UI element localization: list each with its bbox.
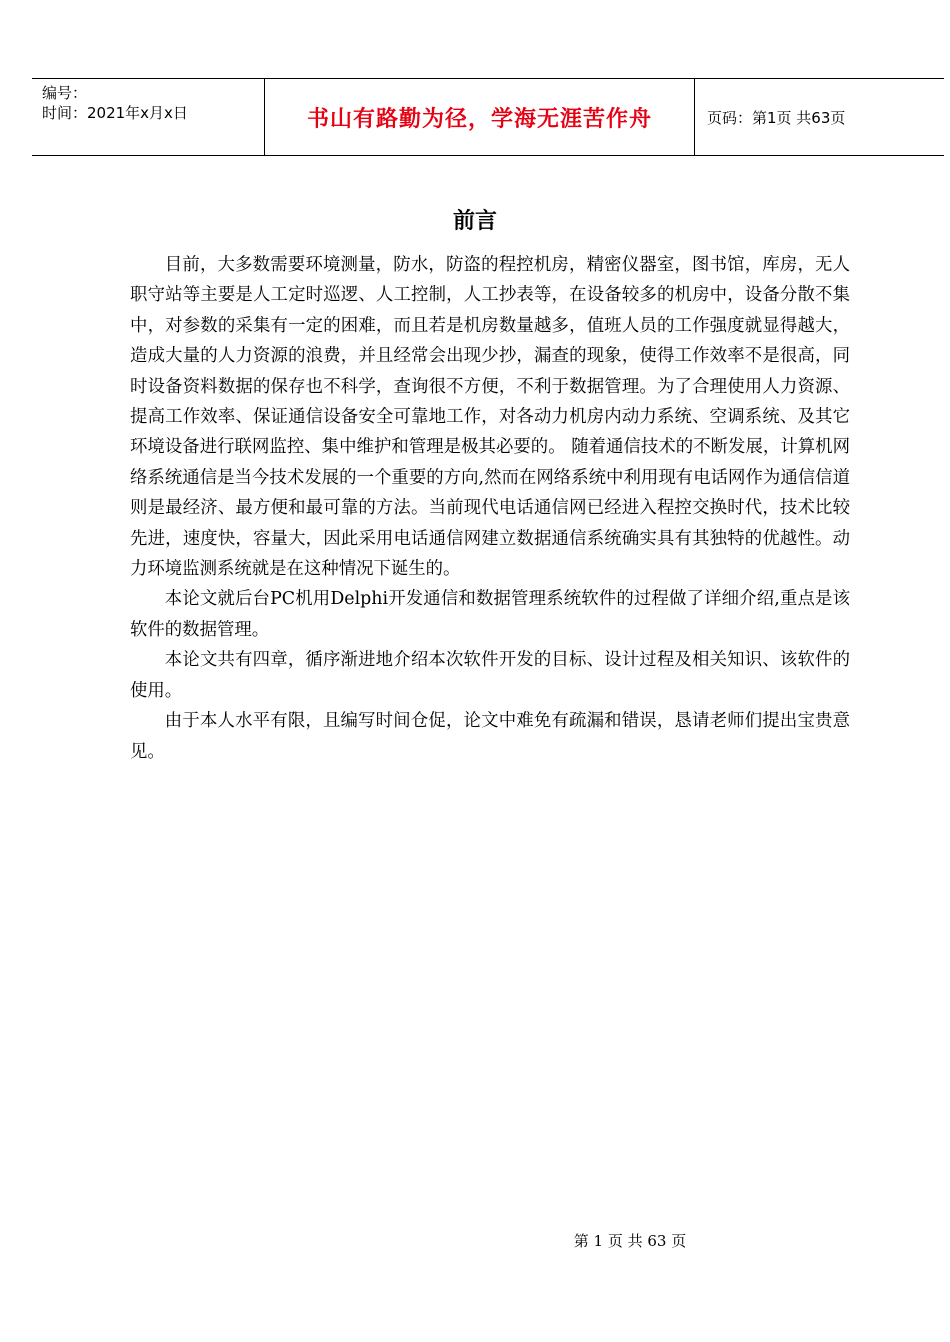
page-title: 前言 — [452, 209, 497, 234]
number-label: 编号： — [42, 84, 88, 102]
page-footer: 第 1 页 共 63 页 — [573, 1232, 687, 1250]
paragraph: 由于本人水平有限，且编写时间仓促，论文中难免有疏漏和错误，恳请老师们提出宝贵意见。 — [130, 711, 850, 762]
header-motto: 书山有路勤为径，学海无涯苦作舟 — [306, 106, 652, 132]
document-header — [32, 78, 944, 156]
paragraph: 本论文就后台PC机用Delphi开发通信和数据管理系统软件的过程做了详细介绍,重点是该软件的数据管理。 — [130, 589, 850, 640]
header-meta — [32, 79, 265, 155]
paragraph: 本论文共有四章，循序渐进地介绍本次软件开发的目标、设计过程及相关知识、该软件的使用。 — [130, 650, 850, 701]
paragraph: 目前，大多数需要环境测量，防水，防盗的程控机房，精密仪器室，图书馆，库房，无人职守站等主要是人工定时巡逻、人工控制，人工抄表等，在设备较多的机房中，设备分散不集中，对参数的采集有一定的困难，而且若是机房数量越多，值班人员的工作强度就显得越大，造成大量的人力资源的浪费，并且经常会出现少抄，漏查的现象，使得工作效率不是很高，同时设备资料数据的保存也不科学，查询很不方便，不利于数据管理。为了合理使用人力资源、提高工作效率、保证通信设备安全可靠地工作，对各动力机房内动力系统、空调系统、及其它环境设备进行联网监控、集中维护和管理是极其必要的。 随着通信技术的不断发展，计算机网络系统通信是当今技术发展的一个重要的方向,然而在网络系统中利用现有电话网作为通信信道则是最经济、最方便和最可靠的方法。当前现代电话通信网已经进入程控交换时代，技术比较先进，速度快，容量大，因此采用电话通信网建立数据通信系统确实具有其独特的优越性。动力环境监测系统就是在这种情况下诞生的。 — [130, 255, 850, 580]
header-page-info: 页码：第1页 共63页 — [707, 108, 846, 127]
date-label: 时间：2021年x月x日 — [42, 104, 188, 122]
document-body — [130, 250, 850, 767]
header-motto-cell — [265, 79, 695, 155]
header-page-cell — [695, 79, 944, 155]
